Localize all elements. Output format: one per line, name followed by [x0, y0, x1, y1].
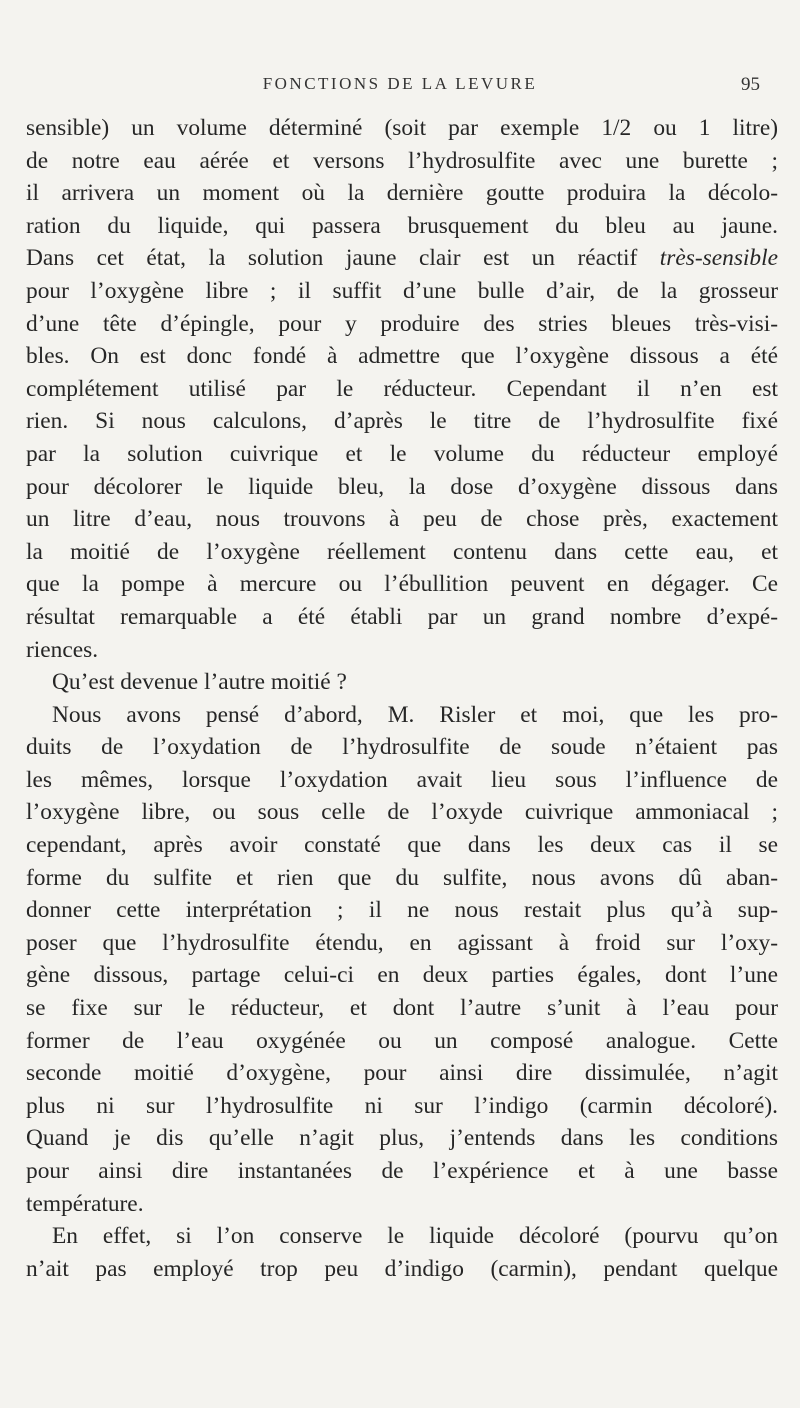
text-line: Qu’est devenue l’autre moitié ?: [52, 669, 347, 696]
text-line: complétement utilisé par le réducteur. Cependant il n’en est: [26, 375, 778, 402]
text-line: bles. On est donc fondé à admettre que l’oxygène dissous a été: [26, 343, 778, 370]
text-line: Quand je dis qu’elle n’agit plus, j’entends dans les conditions: [26, 1125, 778, 1152]
text-line: résultat remarquable a été établi par un grand nombre d’expé-: [26, 603, 778, 630]
text-line: poser que l’hydrosulfite étendu, en agissant à froid sur l’oxy-: [26, 929, 778, 956]
text-line: n’ait pas employé trop peu d’indigo (carmin), pendant quelque: [26, 1255, 778, 1282]
text-line: il arrivera un moment où la dernière goutte produira la décolo-: [26, 180, 778, 207]
text-line: En effet, si l’on conserve le liquide décoloré (pourvu qu’on: [52, 1223, 778, 1250]
text-line: duits de l’oxydation de l’hydrosulfite de soude n’étaient pas: [26, 734, 778, 761]
text-line: former de l’eau oxygénée ou un composé analogue. Cette: [26, 1027, 778, 1054]
page-number: 95: [741, 74, 760, 95]
text-line: gène dissous, partage celui-ci en deux parties égales, dont l’une: [26, 962, 778, 989]
text-line: seconde moitié d’oxygène, pour ainsi dire dissimulée, n’agit: [26, 1060, 778, 1087]
running-head: [40, 74, 760, 104]
text-line: forme du sulfite et rien que du sulfite, nous avons dû aban-: [26, 864, 778, 891]
text-line: plus ni sur l’hydrosulfite ni sur l’indigo (carmin décoloré).: [26, 1092, 778, 1119]
text-line: donner cette interprétation ; il ne nous restait plus qu’à sup-: [26, 897, 778, 924]
text-line: se fixe sur le réducteur, et dont l’autre s’unit à l’eau pour: [26, 995, 778, 1022]
text-line: Dans cet état, la solution jaune clair est un réactif très-sensible: [26, 245, 778, 272]
text-line: rien. Si nous calculons, d’après le titre de l’hydrosulfite fixé: [26, 408, 778, 435]
text-line: un litre d’eau, nous trouvons à peu de chose près, exactement: [26, 506, 778, 533]
body-text: [26, 112, 778, 1285]
text-line: de notre eau aérée et versons l’hydrosulfite avec une burette ;: [26, 147, 778, 174]
text-line: les mêmes, lorsque l’oxydation avait lieu sous l’influence de: [26, 766, 778, 793]
text-line: que la pompe à mercure ou l’ébullition peuvent en dégager. Ce: [26, 571, 778, 598]
text-line: par la solution cuivrique et le volume du réducteur employé: [26, 440, 778, 467]
text-line: Nous avons pensé d’abord, M. Risler et moi, que les pro-: [52, 701, 778, 728]
text-line: ration du liquide, qui passera brusquement du bleu au jaune.: [26, 212, 778, 239]
text-line: l’oxygène libre, ou sous celle de l’oxyde cuivrique ammoniacal ;: [26, 799, 778, 826]
text-line: température.: [26, 1190, 144, 1217]
text-line: sensible) un volume déterminé (soit par exemple 1/2 ou 1 litre): [26, 115, 778, 141]
text-line: pour ainsi dire instantanées de l’expérience et à une basse: [26, 1158, 778, 1184]
text-line: riences.: [26, 636, 99, 663]
text-line: d’une tête d’épingle, pour y produire des stries bleues très-visi-: [26, 310, 778, 337]
text-line: pour l’oxygène libre ; il suffit d’une bulle d’air, de la grosseur: [26, 277, 778, 304]
text-line: pour décolorer le liquide bleu, la dose d’oxygène dissous dans: [26, 473, 778, 500]
text-line: la moitié de l’oxygène réellement contenu dans cette eau, et: [26, 538, 778, 565]
running-title: FONCTIONS DE LA LEVURE: [262, 74, 538, 93]
text-line: cependant, après avoir constaté que dans les deux cas il se: [26, 832, 778, 859]
